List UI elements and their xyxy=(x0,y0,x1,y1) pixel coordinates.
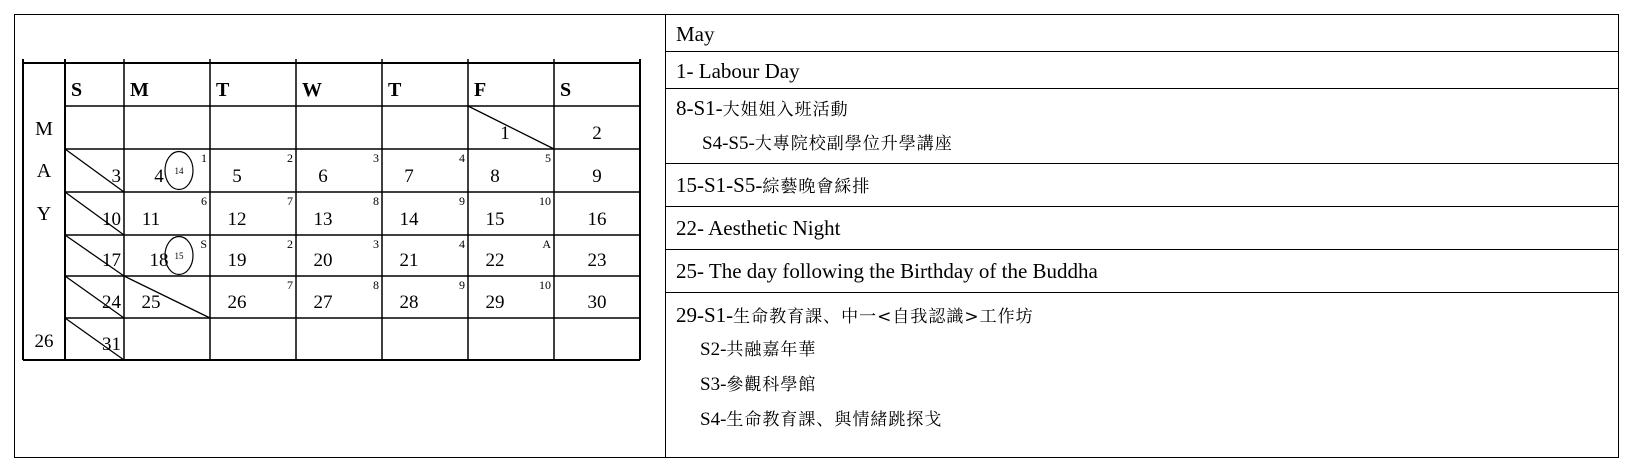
day-number: 18 xyxy=(149,250,169,271)
event-29-s3-prefix: S3- xyxy=(700,374,727,395)
day-number: 16 xyxy=(587,209,607,230)
day-number: 24 xyxy=(102,292,121,313)
event-29-s2-prefix: S2- xyxy=(700,339,727,360)
weekday-header: W xyxy=(302,79,322,101)
weekday-header: S xyxy=(560,79,572,101)
day-number: 22 xyxy=(485,250,505,271)
week-index: 7 xyxy=(287,278,293,292)
day-number: 6 xyxy=(318,166,328,187)
day-number: 3 xyxy=(111,166,121,187)
side-letter-m: M xyxy=(35,118,53,140)
side-number: 26 xyxy=(34,331,54,352)
event-labour-day: 1- Labour Day xyxy=(676,59,800,83)
day-number: 27 xyxy=(313,292,333,313)
event-29-s2-text: 共融嘉年華 xyxy=(726,340,817,360)
event-row-1 xyxy=(666,52,1618,89)
event-29-s4-prefix: S4- xyxy=(700,409,727,430)
week-index: 4 xyxy=(459,237,465,251)
month-title: May xyxy=(676,22,715,46)
event-row-29 xyxy=(666,293,1618,457)
week-index: 7 xyxy=(287,194,293,208)
week-index: 8 xyxy=(373,194,379,208)
event-29-s3-text: 參觀科學館 xyxy=(726,375,817,395)
day-number: 8 xyxy=(490,166,500,187)
day-number: 15 xyxy=(485,209,505,230)
week-index: S xyxy=(200,237,207,251)
day-number: 19 xyxy=(227,250,247,271)
event-row-15 xyxy=(666,164,1618,207)
day-number: 25 xyxy=(141,292,161,313)
day-number: 17 xyxy=(102,250,121,271)
weekday-header: M xyxy=(130,79,149,101)
week-index: 10 xyxy=(539,278,551,292)
event-29-prefix: 29-S1- xyxy=(676,303,734,327)
event-29-text: 生命教育課、中一<自我認識>工作坊 xyxy=(733,307,1034,327)
event-15-line xyxy=(676,175,870,196)
day-number: 26 xyxy=(227,292,247,313)
weekday-header: S xyxy=(71,79,83,101)
day-number: 11 xyxy=(141,209,161,230)
week-index: 4 xyxy=(459,151,465,165)
may-calendar xyxy=(15,15,665,457)
week-index: 6 xyxy=(201,194,207,208)
event-row-25 xyxy=(666,250,1618,293)
day-number: 9 xyxy=(592,166,602,187)
day-number: 10 xyxy=(102,209,121,230)
side-letter-a: A xyxy=(36,160,52,182)
week-index: 5 xyxy=(545,151,551,165)
weekday-header: T xyxy=(388,79,402,101)
event-29-s4-text: 生命教育課、與情緒跳探戈 xyxy=(726,410,943,430)
day-number: 12 xyxy=(227,209,247,230)
week-index: 3 xyxy=(373,151,379,165)
newsletter-table xyxy=(14,14,1619,458)
day-number: 13 xyxy=(313,209,333,230)
day-number: 5 xyxy=(232,166,242,187)
event-8-line1 xyxy=(676,98,849,119)
weekday-header: F xyxy=(474,79,487,101)
week-index: 2 xyxy=(287,237,293,251)
event-8-sub-text: 大專院校副學位升學講座 xyxy=(754,134,953,154)
cell-slash xyxy=(468,106,554,149)
week-index: A xyxy=(542,237,551,251)
week-index: 9 xyxy=(459,194,465,208)
day-number: 28 xyxy=(399,292,419,313)
week-index: 10 xyxy=(539,194,551,208)
event-29-s2 xyxy=(700,340,816,359)
event-row-8 xyxy=(666,89,1618,164)
week-index: 1 xyxy=(201,151,207,165)
week-index: 3 xyxy=(373,237,379,251)
day-number: 2 xyxy=(592,123,602,144)
event-15-text: 綜藝晚會綵排 xyxy=(762,177,871,197)
day-number: 20 xyxy=(313,250,333,271)
weekday-header: T xyxy=(216,79,230,101)
event-row-22 xyxy=(666,207,1618,250)
day-number: 1 xyxy=(500,123,510,144)
event-29-s3 xyxy=(700,375,816,394)
day-number: 21 xyxy=(399,250,419,271)
circled-cycle-number: 14 xyxy=(174,166,184,176)
cell-slash xyxy=(124,276,210,318)
event-aesthetic-night: 22- Aesthetic Night xyxy=(676,216,841,240)
week-index: 2 xyxy=(287,151,293,165)
week-index: 8 xyxy=(373,278,379,292)
day-number: 29 xyxy=(485,292,505,313)
day-number: 23 xyxy=(587,250,607,271)
day-number: 31 xyxy=(102,334,121,355)
event-8-sub-prefix: S4-S5- xyxy=(702,133,755,154)
side-letter-y: Y xyxy=(36,203,52,225)
day-number: 7 xyxy=(404,166,414,187)
event-15-prefix: 15-S1-S5- xyxy=(676,173,763,197)
event-buddha: 25- The day following the Birthday of the Buddha xyxy=(676,259,1098,283)
event-29-line1 xyxy=(676,305,1034,326)
week-index: 9 xyxy=(459,278,465,292)
events-panel xyxy=(666,15,1618,457)
event-8-line2 xyxy=(702,134,953,153)
event-29-s4 xyxy=(700,410,942,429)
day-number: 14 xyxy=(399,209,419,230)
circled-cycle-number: 15 xyxy=(174,251,184,261)
day-number: 30 xyxy=(587,292,607,313)
event-8-prefix: 8-S1- xyxy=(676,96,723,120)
event-8-text: 大姐姐入班活動 xyxy=(722,100,849,120)
day-number: 4 xyxy=(154,166,164,187)
events-header-row xyxy=(666,15,1618,52)
